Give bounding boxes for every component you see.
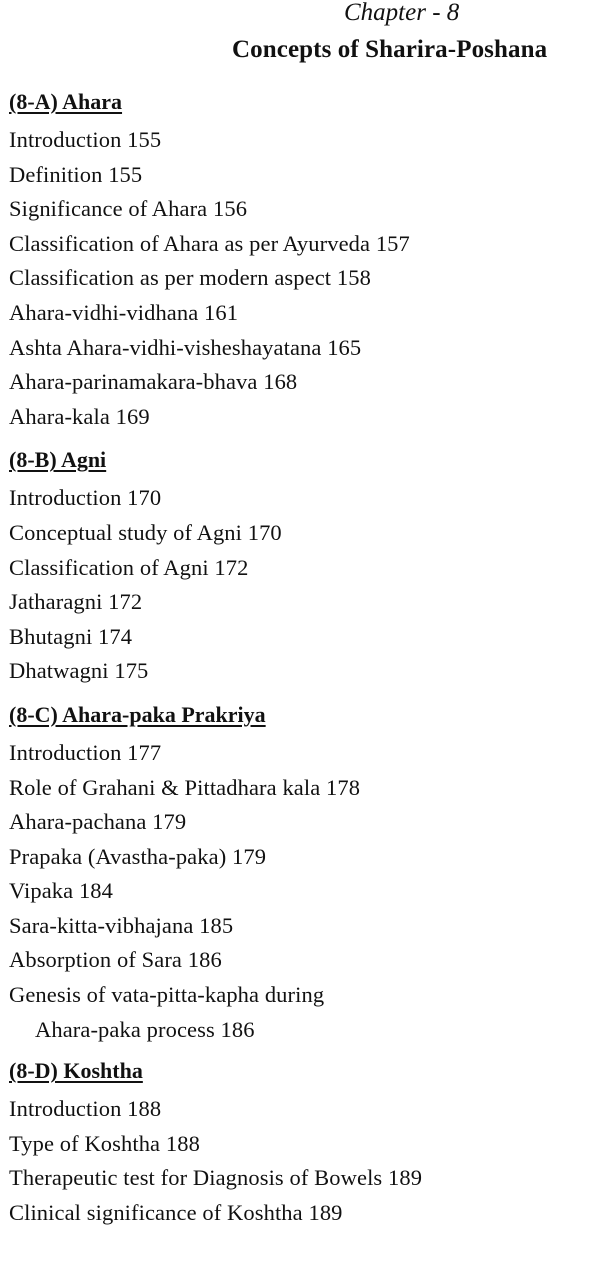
section-koshtha [9, 1057, 594, 1230]
section-heading-ahara: (8-A) Ahara [9, 89, 123, 114]
section-ahara [9, 88, 594, 434]
toc-entry: Sara-kitta-vibhajana 185 [9, 912, 234, 938]
toc-entry: Introduction 155 [9, 127, 162, 152]
toc-entry: Definition 155 [9, 161, 143, 187]
toc-entry-multiline [9, 978, 594, 1047]
section-heading-koshtha: (8-D) Koshtha [9, 1058, 143, 1084]
toc-entry: Classification as per modern aspect 158 [9, 265, 371, 291]
toc-entry: Ashta Ahara-vidhi-visheshayatana 165 [9, 334, 362, 360]
toc-entry: Ahara-pachana 179 [9, 809, 187, 835]
section-heading-ahara-paka-prakriya: (8-C) Ahara-paka Prakriya [9, 701, 266, 727]
toc-entry: Clinical significance of Koshtha 189 [9, 1200, 343, 1226]
entry-list-ahara [9, 123, 594, 434]
toc-entry-continuation: Ahara-paka process 186 [35, 1016, 255, 1042]
toc-entry: Type of Koshtha 188 [9, 1130, 200, 1156]
toc-entry: Absorption of Sara 186 [9, 947, 222, 973]
entry-list-agni [9, 481, 594, 689]
toc-entry: Prapaka (Avastha-paka) 179 [9, 843, 267, 869]
toc-entry: Vipaka 184 [9, 878, 113, 904]
section-ahara-paka-prakriya [9, 701, 594, 1047]
toc-sections [9, 88, 594, 1231]
toc-entry: Significance of Ahara 156 [9, 196, 248, 222]
toc-entry: Jatharagni 172 [9, 589, 143, 615]
toc-entry: Classification of Ahara as per Ayurveda 157 [9, 230, 410, 256]
toc-entry: Introduction 177 [9, 739, 162, 765]
toc-entry: Ahara-parinamakara-bhava 168 [9, 369, 298, 395]
chapter-label: Chapter - 8 [344, 0, 460, 26]
entry-list-koshtha [9, 1092, 594, 1230]
toc-entry: Introduction 170 [9, 485, 162, 511]
section-agni [9, 446, 594, 689]
chapter-title: Concepts of Sharira-Poshana [232, 36, 548, 63]
toc-entry: Role of Grahani & Pittadhara kala 178 [9, 774, 361, 800]
toc-entry: Classification of Agni 172 [9, 554, 249, 580]
entry-list-ahara-paka-prakriya [9, 736, 594, 1047]
toc-entry: Ahara-kala 169 [9, 403, 150, 429]
section-heading-agni: (8-B) Agni [9, 447, 107, 473]
toc-entry: Ahara-vidhi-vidhana 161 [9, 299, 239, 325]
toc-entry: Bhutagni 174 [9, 623, 133, 649]
toc-entry: Conceptual study of Agni 170 [9, 519, 282, 545]
toc-entry: Therapeutic test for Diagnosis of Bowels 189 [9, 1165, 423, 1191]
toc-entry: Dhatwagni 175 [9, 658, 149, 684]
toc-entry-line: Genesis of vata-pitta-kapha during [9, 982, 325, 1008]
toc-entry: Introduction 188 [9, 1096, 162, 1122]
